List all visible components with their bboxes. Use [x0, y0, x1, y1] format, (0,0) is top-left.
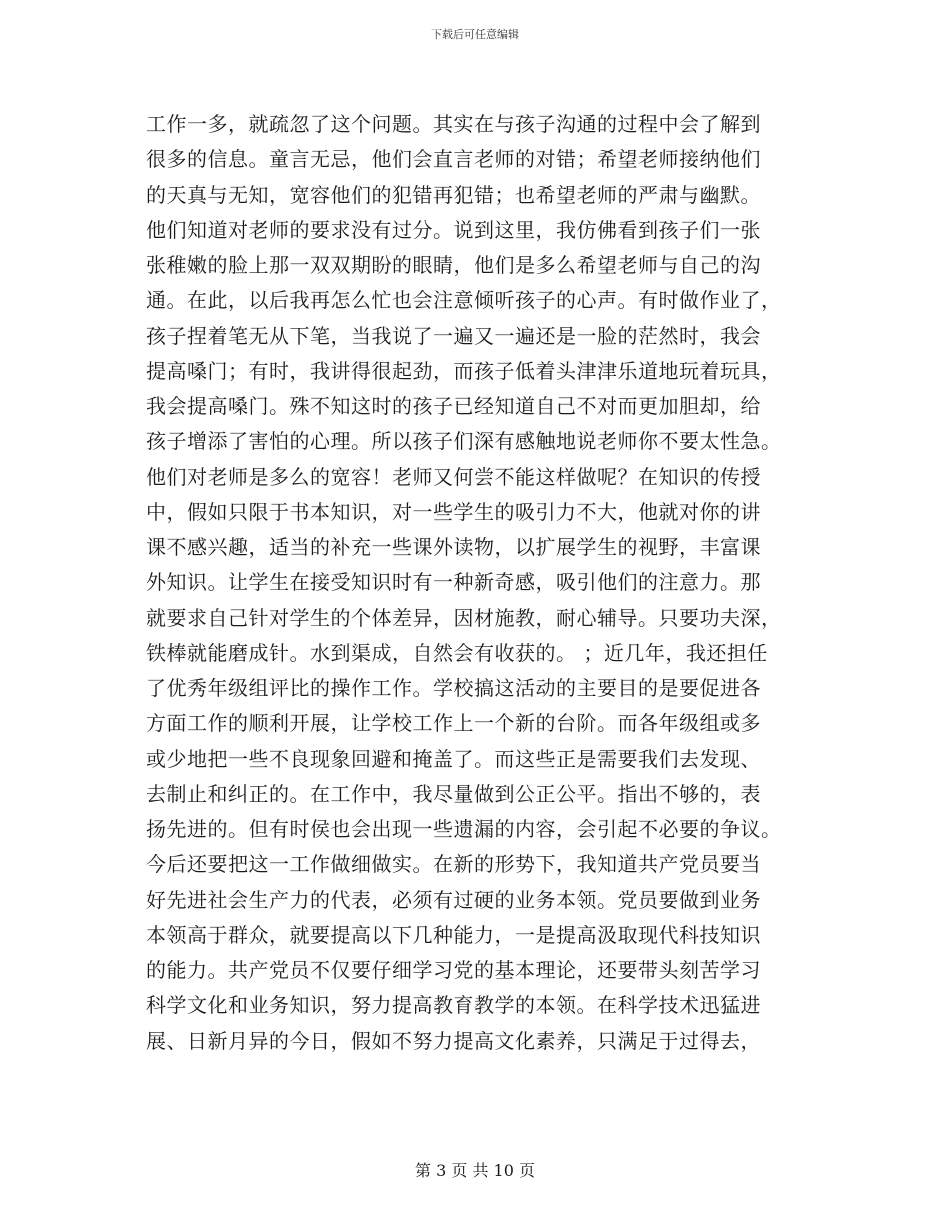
- text-line: 科学文化和业务知识，努力提高教育教学的本领。在科学技术迅猛进: [146, 993, 761, 1018]
- text-line: 通。在此，以后我再怎么忙也会注意倾听孩子的心声。有时做作业了，: [146, 288, 782, 313]
- page-footer: 第 3 页 共 10 页: [415, 1161, 535, 1180]
- text-line: 张稚嫩的脸上那一双双期盼的眼睛，他们是多么希望老师与自己的沟: [146, 253, 761, 277]
- text-line: 他们对老师是多么的宽容！老师又何尝不能这样做呢？在知识的传授: [146, 464, 761, 489]
- text-line: 的能力。共产党员不仅要仔细学习党的基本理论，还要带头刻苦学习: [146, 958, 761, 982]
- text-line: 本领高于群众，就要提高以下几种能力，一是提高汲取现代科技知识: [146, 922, 761, 947]
- text-line: 就要求自己针对学生的个体差异，因材施教，耐心辅导。只要功夫深，: [146, 605, 782, 630]
- text-line: 去制止和纠正的。在工作中，我尽量做到公正公平。指出不够的，表: [146, 781, 761, 806]
- text-line: 展、日新月异的今日，假如不努力提高文化素养，只满足于过得去，: [146, 1028, 761, 1053]
- text-line: 很多的信息。童言无忌，他们会直言老师的对错；希望老师接纳他们: [146, 147, 761, 172]
- text-line: 或少地把一些不良现象回避和掩盖了。而这些正是需要我们去发现、: [146, 746, 761, 771]
- body-text: [146, 107, 826, 1059]
- text-line: 工作一多，就疏忽了这个问题。其实在与孩子沟通的过程中会了解到: [146, 112, 761, 136]
- text-line: 中，假如只限于书本知识，对一些学生的吸引力不大，他就对你的讲: [146, 499, 761, 524]
- text-line: 铁棒就能磨成针。水到渠成，自然会有收获的。 ；近几年，我还担任: [146, 640, 768, 665]
- text-line: 孩子捏着笔无从下笔，当我说了一遍又一遍还是一脸的茫然时，我会: [146, 323, 761, 348]
- text-line: 好先进社会生产力的代表，必须有过硬的业务本领。党员要做到业务: [146, 887, 761, 912]
- text-line: 外知识。让学生在接受知识时有一种新奇感，吸引他们的注意力。那: [146, 570, 761, 595]
- text-line: 课不感兴趣，适当的补充一些课外读物，以扩展学生的视野，丰富课: [146, 535, 761, 559]
- text-line: 他们知道对老师的要求没有过分。说到这里，我仿佛看到孩子们一张: [146, 217, 761, 242]
- text-line: 扬先进的。但有时侯也会出现一些遗漏的内容，会引起不必要的争议。: [146, 817, 782, 841]
- text-line: 方面工作的顺利开展，让学校工作上一个新的台阶。而各年级组或多: [146, 711, 761, 736]
- text-line: 的天真与无知，宽容他们的犯错再犯错；也希望老师的严肃与幽默。: [146, 182, 761, 207]
- text-line: 提高嗓门；有时，我讲得很起劲，而孩子低着头津津乐道地玩着玩具，: [146, 358, 782, 383]
- page-header: 下载后可任意编辑: [431, 28, 519, 41]
- text-line: 孩子增添了害怕的心理。所以孩子们深有感触地说老师你不要太性急。: [146, 429, 782, 454]
- text-line: 了优秀年级组评比的操作工作。学校搞这活动的主要目的是要促进各: [146, 676, 761, 700]
- text-line: 我会提高嗓门。殊不知这时的孩子已经知道自己不对而更加胆却，给: [146, 394, 761, 418]
- text-line: 今后还要把这一工作做细做实。在新的形势下，我知道共产党员要当: [146, 852, 761, 877]
